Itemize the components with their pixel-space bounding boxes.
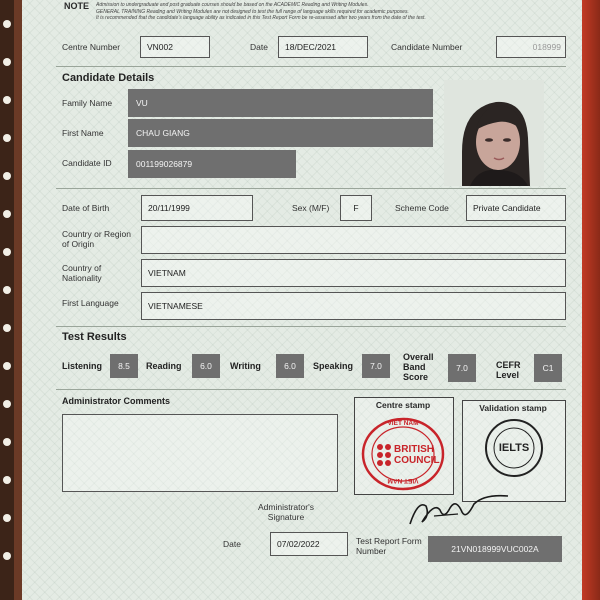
country-region-field <box>141 226 566 254</box>
nationality-label-line-1: Country of <box>62 263 102 273</box>
cefr-label-line-2: Level <box>496 370 520 380</box>
overall-label-line-2: Band <box>403 362 426 372</box>
divider <box>56 326 566 327</box>
divider <box>56 66 566 67</box>
listening-score: 8.5 <box>110 354 138 378</box>
punch-hole <box>3 134 11 142</box>
family-name-field: VU <box>128 89 433 117</box>
punch-hole <box>3 248 11 256</box>
admin-comments-title: Administrator Comments <box>62 396 171 406</box>
cefr-level-label <box>496 360 521 380</box>
note-label: NOTE <box>64 1 90 11</box>
punch-hole <box>3 96 11 104</box>
punch-hole <box>3 438 11 446</box>
test-results-title: Test Results <box>62 331 127 343</box>
signature-label-line-2: Signature <box>267 512 305 522</box>
nationality-field: VIETNAM <box>141 259 566 287</box>
writing-score: 6.0 <box>276 354 304 378</box>
admin-signature-label <box>258 502 314 522</box>
punch-hole <box>3 552 11 560</box>
test-date-field: 18/DEC/2021 <box>278 36 368 58</box>
trf-number-label <box>356 536 422 556</box>
note-line-1: Admission to undergraduate and post graduate courses should be based on the ACADEMIC Reading and Writing Modules. <box>96 2 369 8</box>
overall-label-line-1: Overall <box>403 352 434 362</box>
admin-date-label: Date <box>223 539 241 549</box>
note-text <box>96 2 536 22</box>
overall-label-line-3: Score <box>403 372 429 382</box>
reading-score: 6.0 <box>192 354 220 378</box>
centre-stamp-title: Centre stamp <box>375 400 431 410</box>
candidate-number-field: 018999 <box>496 36 566 58</box>
divider <box>56 188 566 189</box>
punch-hole <box>3 400 11 408</box>
stamp-bottom-text: VIET NAM <box>387 477 419 484</box>
trf-label-line-1: Test Report Form <box>356 536 422 546</box>
dob-label: Date of Birth <box>62 203 110 213</box>
punch-hole <box>3 58 11 66</box>
ielts-text: IELTS <box>498 442 530 454</box>
note-line-2: GENERAL TRAINING Reading and Writing Modules are not designed to test the full range of language skills required for academic purposes. <box>96 8 409 15</box>
family-name-label: Family Name <box>62 98 113 108</box>
note-line-3: It is recommended that the candidate's language ability as indicated in this Test Report Form be re-assessed after two years from the date of the test. <box>96 15 426 21</box>
cefr-level-score: C1 <box>534 354 562 382</box>
reading-label: Reading <box>146 361 182 371</box>
candidate-number-label: Candidate Number <box>391 42 463 52</box>
writing-label: Writing <box>230 361 261 371</box>
stamp-line-1: BRITISH <box>394 444 434 455</box>
divider <box>56 389 566 390</box>
first-name-label: First Name <box>62 128 104 138</box>
first-name-field: CHAU GIANG <box>128 119 433 147</box>
candidate-id-label: Candidate ID <box>62 158 112 168</box>
test-report-form <box>22 0 582 600</box>
country-region-label-line-1: Country or Region <box>62 229 131 239</box>
candidate-id-field: 001199026879 <box>128 150 296 178</box>
ielts-validation-stamp <box>484 418 544 478</box>
stamp-brand-text <box>394 444 440 466</box>
overall-band-score: 7.0 <box>448 354 476 382</box>
punch-hole <box>3 324 11 332</box>
british-council-stamp <box>358 414 448 492</box>
portrait-image <box>444 80 544 186</box>
candidate-details-title: Candidate Details <box>62 72 155 84</box>
binder-strip <box>0 0 14 600</box>
admin-date-field: 07/02/2022 <box>270 532 348 556</box>
punch-hole <box>3 514 11 522</box>
trf-number-field: 21VN018999VUC002A <box>428 536 562 562</box>
overall-band-label <box>403 352 434 382</box>
listening-label: Listening <box>62 361 102 371</box>
centre-number-field: VN002 <box>140 36 210 58</box>
scheme-code-label: Scheme Code <box>395 203 449 213</box>
date-label: Date <box>250 42 268 52</box>
nationality-label-line-2: Nationality <box>62 273 102 283</box>
stamp-top-text: VIET NAM <box>387 420 419 427</box>
trf-label-line-2: Number <box>356 546 387 556</box>
cefr-label-line-1: CEFR <box>496 360 521 370</box>
punch-hole <box>3 172 11 180</box>
first-language-label: First Language <box>62 298 119 308</box>
nationality-label <box>62 263 102 283</box>
signature-label-line-1: Administrator's <box>258 502 314 512</box>
candidate-photo <box>444 80 544 186</box>
sex-field: F <box>340 195 372 221</box>
speaking-label: Speaking <box>313 361 354 371</box>
punch-hole <box>3 476 11 484</box>
administrator-signature <box>404 486 514 532</box>
first-language-field: VIETNAMESE <box>141 292 566 320</box>
country-region-label-line-2: of Origin <box>62 239 95 249</box>
punch-hole <box>3 20 11 28</box>
validation-stamp-title: Validation stamp <box>479 403 547 413</box>
punch-hole <box>3 210 11 218</box>
scheme-code-field: Private Candidate <box>466 195 566 221</box>
punch-hole <box>3 362 11 370</box>
punch-hole <box>3 286 11 294</box>
dob-field: 20/11/1999 <box>141 195 253 221</box>
speaking-score: 7.0 <box>362 354 390 378</box>
stamp-line-2: COUNCIL <box>394 455 440 466</box>
centre-number-label: Centre Number <box>62 42 121 52</box>
folder-edge <box>582 0 600 600</box>
sex-label: Sex (M/F) <box>292 203 330 213</box>
admin-comments-box <box>62 414 338 492</box>
country-region-label <box>62 229 131 249</box>
